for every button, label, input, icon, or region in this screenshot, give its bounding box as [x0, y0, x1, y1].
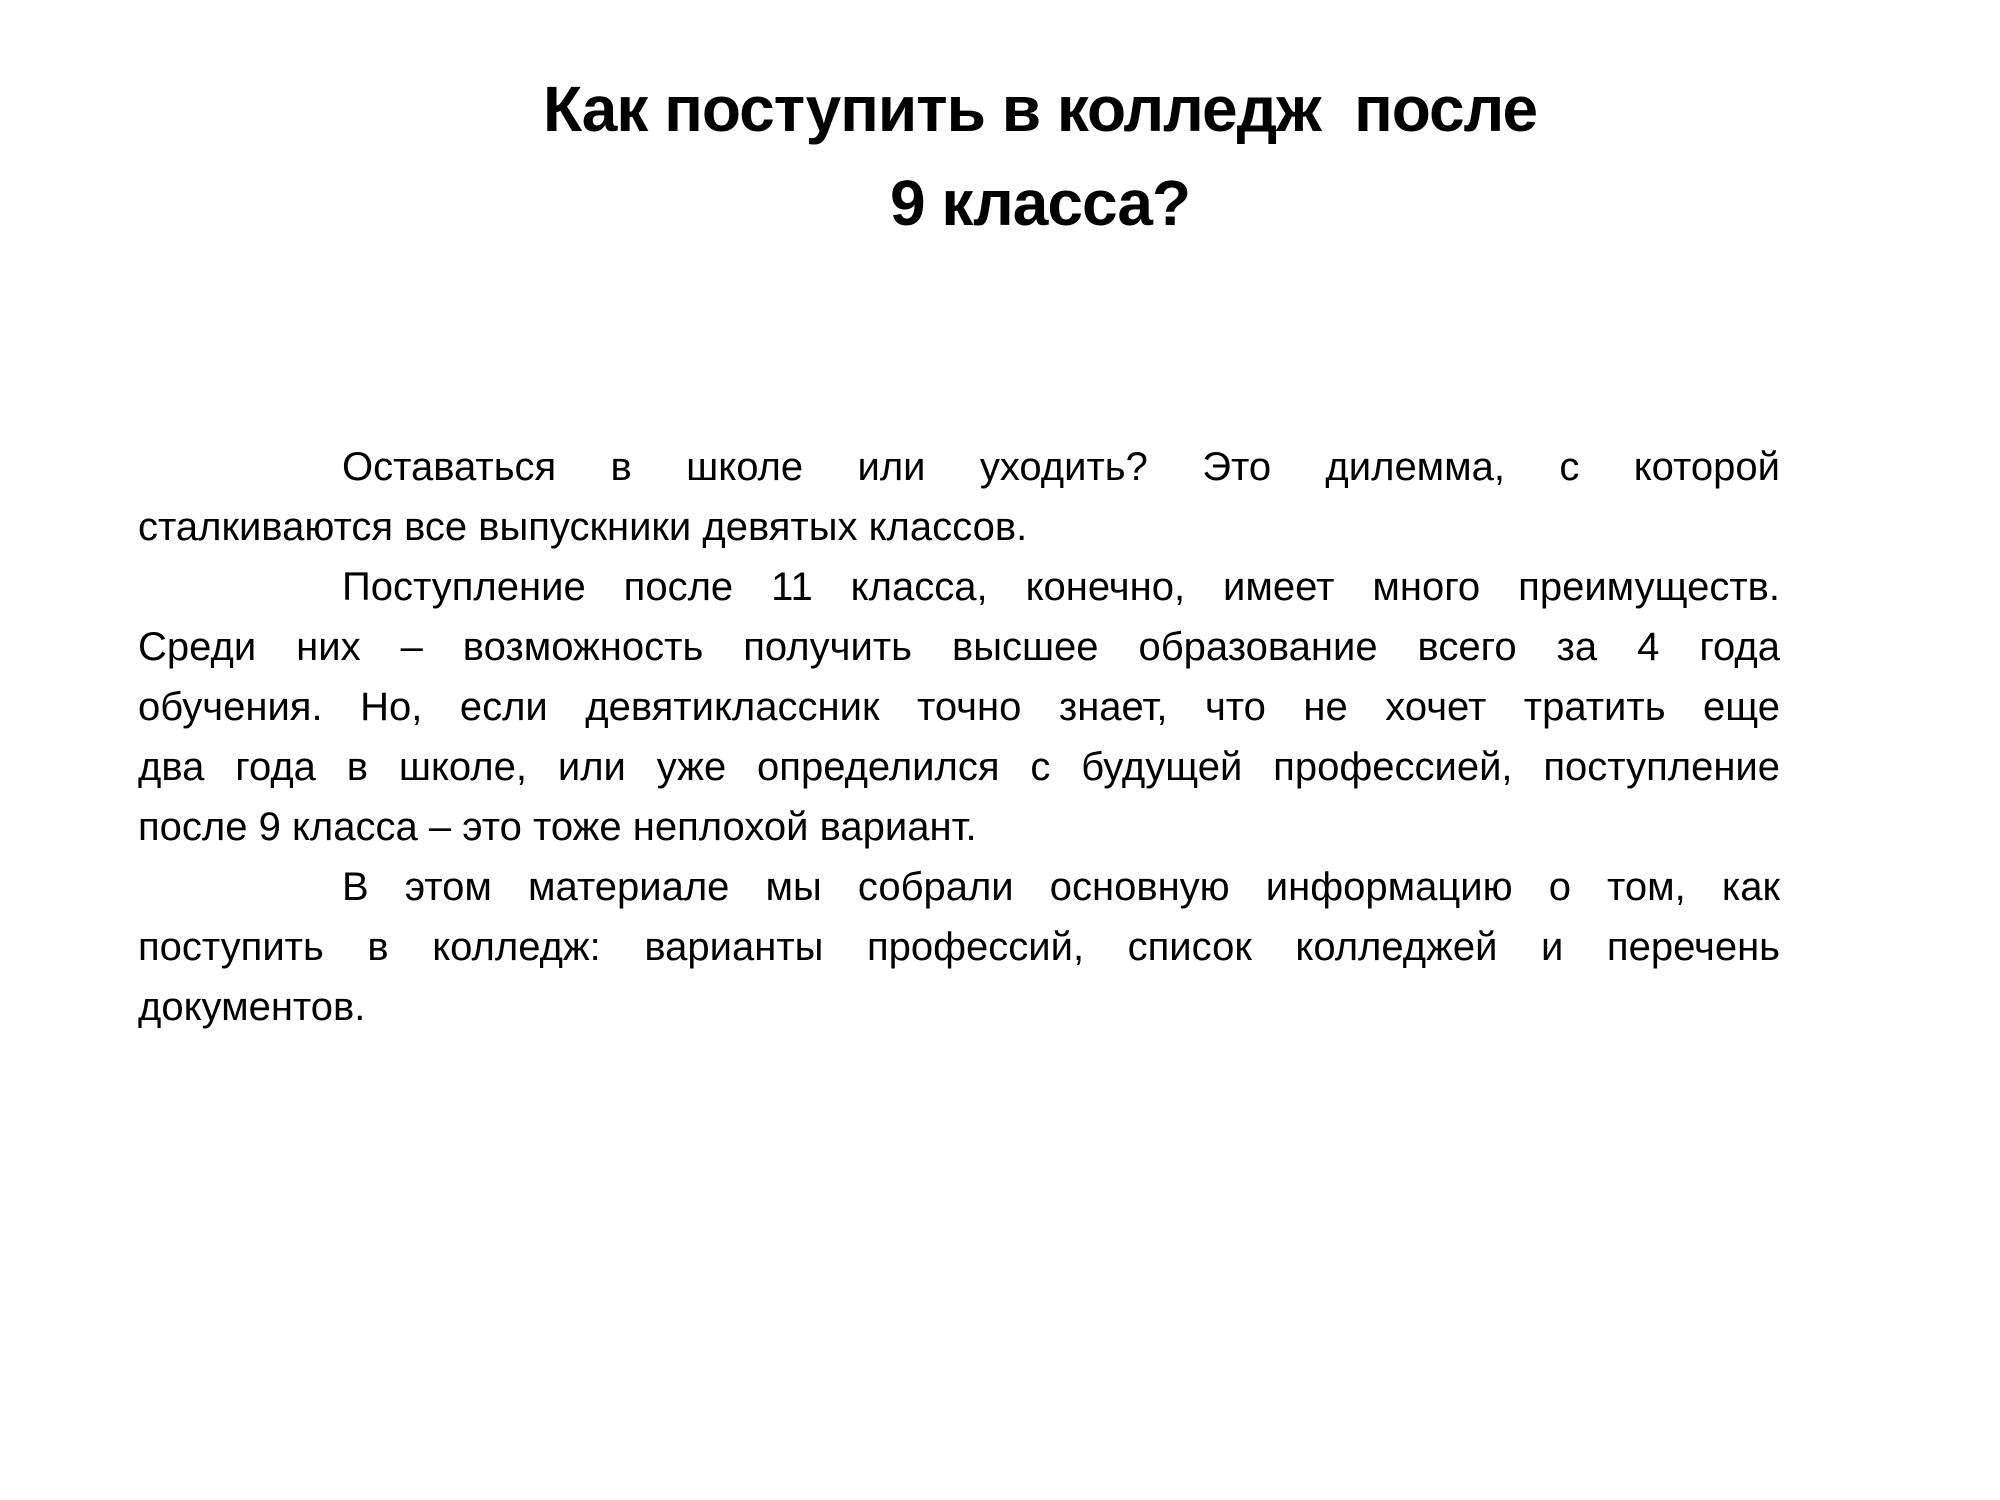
title-line-1: Как поступить в колледж после	[542, 73, 1538, 145]
paragraph-3-line-1: В этом материале мы собрали основную информацию о том, как	[342, 865, 1780, 909]
paragraph-3-line-3: документов.	[138, 985, 366, 1029]
paragraph-2-line-4: два года в школе, или уже определился с будущей профессией, поступление	[138, 745, 1780, 789]
paragraph-2-line-2: Среди них – возможность получить высшее образование всего за 4 года	[138, 625, 1780, 669]
paragraph-2-line-5: после 9 класса – это тоже неплохой вариант.	[138, 805, 977, 849]
paragraph-2-line-1: Поступление после 11 класса, конечно, имеет много преимуществ.	[342, 565, 1780, 609]
page-title	[440, 62, 1640, 250]
paragraph-2-line-3: обучения. Но, если девятиклассник точно знает, что не хочет тратить еще	[138, 685, 1780, 729]
paragraph-1-line-2: сталкиваются все выпускники девятых классов.	[138, 505, 1028, 549]
paragraph-3-line-2: поступить в колледж: варианты профессий, список колледжей и перечень	[138, 925, 1780, 969]
paragraph-1-line-1: Оставаться в школе или уходить? Это дилемма, с которой	[342, 445, 1780, 489]
body-text	[138, 437, 1780, 1037]
title-line-2: 9 класса?	[889, 167, 1191, 239]
